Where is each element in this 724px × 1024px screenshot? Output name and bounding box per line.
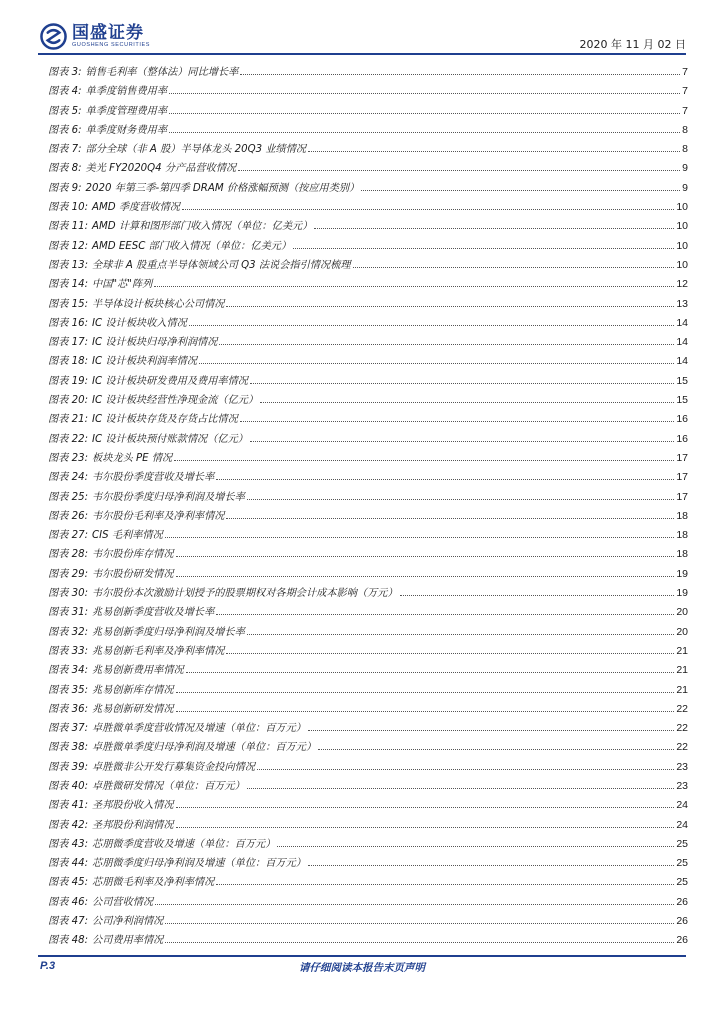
toc-entry[interactable]: [48, 275, 688, 294]
toc-entry[interactable]: [48, 314, 688, 333]
toc-entry-page: 25: [676, 876, 688, 889]
toc-entry-label: 图表 17:: [48, 337, 89, 349]
toc-dot-leader: [165, 536, 675, 538]
toc-dot-leader: [216, 613, 674, 615]
logo-chinese-name: 国盛证券: [72, 22, 144, 43]
toc-entry-title: 芯朋微毛利率及净利率情况: [92, 877, 215, 889]
toc-entry-page: 15: [676, 374, 688, 387]
toc-entry[interactable]: [48, 159, 688, 178]
toc-entry-page: 10: [676, 220, 688, 233]
toc-entry[interactable]: [48, 391, 688, 410]
toc-dot-leader: [169, 92, 680, 94]
toc-dot-leader: [174, 459, 674, 461]
toc-entry-page: 22: [676, 702, 688, 715]
toc-dot-leader: [176, 691, 675, 693]
toc-entry[interactable]: [48, 893, 688, 912]
toc-entry-title: 芯朋微季度归母净利润及增速（单位：百万元）: [92, 858, 306, 870]
toc-entry[interactable]: [48, 410, 688, 429]
toc-entry[interactable]: [48, 623, 688, 642]
toc-entry-page: 23: [676, 779, 688, 792]
toc-entry-page: 17: [676, 471, 688, 484]
toc-entry-label: 图表 38:: [48, 742, 89, 754]
toc-entry-page: 14: [676, 355, 688, 368]
toc-entry-page: 21: [676, 664, 688, 677]
toc-entry-label: 图表 46:: [48, 896, 89, 908]
page-number: P.3: [40, 960, 56, 972]
toc-dot-leader: [186, 671, 675, 673]
toc-dot-leader: [240, 73, 680, 75]
toc-entry-page: 10: [676, 258, 688, 271]
logo-english-name: GUOSHENG SECURITIES: [72, 41, 151, 48]
toc-entry-label: 图表 20:: [48, 395, 89, 407]
toc-entry-title: CIS 毛利率情况: [92, 530, 163, 542]
toc-entry-page: 7: [682, 66, 688, 78]
toc-dot-leader: [176, 806, 675, 808]
toc-dot-leader: [219, 343, 674, 345]
toc-entry-label: 图表 42:: [48, 819, 89, 831]
toc-entry-title: 板块龙头 PE 情况: [92, 452, 173, 464]
disclaimer-note: 请仔细阅读本报告末页声明: [299, 962, 425, 974]
toc-entry-title: 兆易创新库存情况: [92, 684, 174, 696]
toc-entry-label: 图表 4:: [48, 86, 82, 98]
toc-entry[interactable]: [48, 179, 688, 198]
toc-entry-label: 图表 9:: [48, 182, 82, 194]
toc-entry-title: 单季度销售费用率: [85, 86, 168, 98]
toc-entry[interactable]: [48, 584, 688, 603]
toc-entry-label: 图表 30:: [48, 588, 89, 600]
toc-entry-page: 18: [676, 548, 688, 561]
toc-entry-page: 10: [676, 201, 688, 214]
toc-entry-title: 单季度财务费用率: [85, 124, 168, 136]
toc-entry-label: 图表 11:: [48, 221, 89, 233]
toc-entry-title: 美光 FY2020Q4 分产品营收情况: [85, 163, 237, 175]
toc-dot-leader: [277, 845, 674, 847]
toc-entry[interactable]: [48, 816, 688, 835]
toc-entry[interactable]: [48, 565, 688, 584]
toc-entry-title: 芯朋微季度营收及增速（单位：百万元）: [92, 838, 276, 850]
toc-entry-page: 7: [682, 85, 688, 98]
toc-entry-title: 卓胜微单季度营收情况及增速（单位：百万元）: [92, 723, 306, 735]
page-header: [0, 0, 724, 52]
toc-entry[interactable]: [48, 507, 688, 526]
toc-entry-page: 15: [676, 394, 688, 407]
toc-entry-page: 21: [676, 644, 688, 657]
toc-entry[interactable]: [48, 333, 688, 352]
toc-entry-page: 20: [676, 625, 688, 638]
toc-entry-page: 20: [676, 606, 688, 619]
toc-entry[interactable]: [48, 854, 688, 873]
toc-entry-title: IC 设计板块预付账款情况（亿元）: [92, 433, 248, 445]
toc-entry-label: 图表 7:: [48, 144, 82, 156]
toc-dot-leader: [169, 112, 680, 114]
toc-entry-label: 图表 27:: [48, 530, 89, 542]
toc-entry-page: 22: [676, 722, 688, 735]
toc-entry-label: 图表 25:: [48, 491, 89, 503]
toc-entry[interactable]: [48, 237, 688, 256]
toc-dot-leader: [240, 420, 675, 422]
toc-dot-leader: [250, 440, 674, 442]
toc-dot-leader: [314, 227, 674, 229]
toc-entry-page: 16: [676, 413, 688, 426]
toc-entry-page: 16: [676, 432, 688, 445]
toc-entry[interactable]: [48, 198, 688, 217]
toc-entry-page: 21: [676, 683, 688, 696]
toc-entry-title: IC 设计板块研发费用及费用率情况: [92, 375, 248, 387]
toc-entry[interactable]: [48, 738, 688, 757]
toc-entry-title: 公司费用率情况: [92, 935, 164, 947]
toc-entry-title: IC 设计板块归母净利润情况: [92, 337, 218, 349]
toc-entry-title: 销售毛利率（整体法）同比增长率: [85, 67, 239, 78]
toc-entry[interactable]: [48, 758, 688, 777]
toc-entry[interactable]: [48, 468, 688, 487]
toc-dot-leader: [165, 922, 674, 924]
toc-entry-title: 公司净利润情况: [92, 916, 164, 928]
toc-dot-leader: [247, 787, 674, 789]
toc-entry-title: IC 设计板块收入情况: [92, 317, 187, 329]
toc-dot-leader: [216, 883, 674, 885]
toc-entry-label: 图表 47:: [48, 916, 89, 928]
toc-dot-leader: [155, 903, 674, 905]
toc-entry-page: 26: [676, 915, 688, 928]
toc-entry-label: 图表 35:: [48, 684, 89, 696]
toc-entry-page: 9: [682, 181, 688, 194]
toc-entry-label: 图表 41:: [48, 800, 89, 812]
toc-entry-label: 图表 21:: [48, 414, 89, 426]
toc-entry-label: 图表 15:: [48, 298, 89, 310]
toc-entry-page: 25: [676, 837, 688, 850]
toc-entry-title: AMD 计算和图形部门收入情况（单位：亿美元）: [92, 221, 313, 233]
toc-entry-page: 22: [676, 741, 688, 754]
toc-entry[interactable]: [48, 217, 688, 236]
toc-entry-page: 25: [676, 857, 688, 870]
toc-dot-leader: [400, 594, 675, 596]
toc-entry-title: 圣邦股份收入情况: [92, 800, 174, 812]
toc-entry-label: 图表 6:: [48, 124, 82, 136]
toc-entry-title: 卓胜微非公开发行募集资金投向情况: [92, 761, 256, 773]
toc-dot-leader: [361, 189, 680, 191]
toc-entry[interactable]: [48, 121, 688, 140]
toc-entry[interactable]: [48, 449, 688, 468]
toc-entry-label: 图表 29:: [48, 568, 89, 580]
toc-entry-label: 图表 44:: [48, 858, 89, 870]
toc-dot-leader: [293, 247, 674, 249]
toc-entry-label: 图表 16:: [48, 317, 89, 329]
toc-dot-leader: [176, 710, 675, 712]
logo-mark-icon: [40, 23, 67, 50]
toc-entry-label: 图表 36:: [48, 703, 89, 715]
toc-entry-page: 18: [676, 529, 688, 542]
toc-entry[interactable]: [48, 603, 688, 622]
toc-dot-leader: [257, 768, 674, 770]
toc-entry-title: 兆易创新毛利率及净利率情况: [92, 645, 225, 657]
toc-entry-title: IC 设计板块经营性净现金流（亿元）: [92, 395, 259, 407]
toc-entry-label: 图表 45:: [48, 877, 89, 889]
toc-entry-label: 图表 14:: [48, 279, 89, 291]
toc-dot-leader: [154, 285, 674, 287]
toc-entry-label: 图表 10:: [48, 202, 89, 214]
toc-entry-title: 2020 年第三季-第四季 DRAM 价格涨幅预测（按应用类别）: [85, 182, 360, 194]
toc-entry-page: 13: [676, 297, 688, 310]
toc-entry-title: 兆易创新费用率情况: [92, 665, 184, 677]
toc-entry-title: 单季度管理费用率: [85, 105, 168, 117]
toc-entry[interactable]: [48, 352, 688, 371]
toc-dot-leader: [226, 517, 674, 519]
toc-entry[interactable]: [48, 140, 688, 159]
toc-entry-label: 图表 5:: [48, 105, 82, 117]
toc-entry-title: IC 设计板块利润率情况: [92, 356, 198, 368]
toc-entry[interactable]: [48, 256, 688, 275]
toc-dot-leader: [176, 555, 675, 557]
toc-entry-title: IC 设计板块存货及存货占比情况: [92, 414, 238, 426]
toc-entry[interactable]: [48, 719, 688, 738]
toc-entry-page: 8: [682, 123, 688, 136]
toc-dot-leader: [318, 748, 674, 750]
toc-entry-label: 图表 24:: [48, 472, 89, 484]
toc-dot-leader: [238, 169, 680, 171]
toc-dot-leader: [247, 498, 674, 500]
toc-entry-page: 14: [676, 336, 688, 349]
toc-entry-title: 卓胜微研发情况（单位：百万元）: [92, 780, 245, 792]
toc-entry-title: 圣邦股份利润情况: [92, 819, 174, 831]
toc-entry-title: 韦尔股份毛利率及净利率情况: [92, 510, 225, 522]
toc-entry[interactable]: [48, 488, 688, 507]
toc-entry-label: 图表 26:: [48, 510, 89, 522]
toc-entry[interactable]: [48, 642, 688, 661]
toc-entry[interactable]: [48, 430, 688, 449]
toc-entry[interactable]: [48, 700, 688, 719]
toc-entry-title: 韦尔股份季度营收及增长率: [92, 472, 215, 484]
toc-dot-leader: [216, 478, 674, 480]
toc-entry-label: 图表 40:: [48, 780, 89, 792]
toc-entry-label: 图表 43:: [48, 838, 89, 850]
toc-entry-label: 图表 48:: [48, 935, 89, 947]
toc-dot-leader: [176, 826, 675, 828]
toc-entry-title: 公司营收情况: [92, 896, 154, 908]
toc-entry-title: 部分全球（非 A 股）半导体龙头 20Q3 业绩情况: [85, 144, 307, 156]
toc-dot-leader: [260, 401, 674, 403]
toc-dot-leader: [247, 633, 674, 635]
toc-entry[interactable]: [48, 912, 688, 931]
toc-entry-title: AMD EESC 部门收入情况（单位：亿美元）: [92, 240, 292, 252]
toc-dot-leader: [250, 382, 674, 384]
toc-entry-page: 17: [676, 490, 688, 503]
toc-entry-label: 图表 22:: [48, 433, 89, 445]
toc-entry-title: 全球非 A 股重点半导体领域公司 Q3 法说会指引情况梳理: [92, 259, 351, 271]
toc-entry-page: 19: [676, 567, 688, 580]
toc-dot-leader: [176, 575, 675, 577]
toc-entry[interactable]: [48, 835, 688, 854]
toc-entry-title: 兆易创新研发情况: [92, 703, 174, 715]
toc-entry-title: 韦尔股份本次激励计划授予的股票期权对各期会计成本影响（万元）: [92, 588, 398, 600]
toc-dot-leader: [226, 305, 674, 307]
toc-dot-leader: [169, 131, 680, 133]
toc-entry-page: 10: [676, 239, 688, 252]
toc-entry-label: 图表 39:: [48, 761, 89, 773]
toc-entry-label: 图表 8:: [48, 163, 82, 175]
toc-entry[interactable]: [48, 295, 688, 314]
toc-entry-title: 半导体设计板块核心公司情况: [92, 298, 225, 310]
toc-entry-label: 图表 32:: [48, 626, 89, 638]
toc-entry-title: 兆易创新季度营收及增长率: [92, 607, 215, 619]
toc-entry-title: 韦尔股份季度归母净利润及增长率: [92, 491, 245, 503]
toc-entry-page: 18: [676, 509, 688, 522]
toc-entry[interactable]: [48, 931, 688, 950]
toc-entry-label: 图表 3:: [48, 67, 82, 78]
toc-entry-label: 图表 31:: [48, 607, 89, 619]
toc-entry-label: 图表 28:: [48, 549, 89, 561]
toc-entry-title: 中国"芯"阵列: [92, 279, 153, 291]
toc-entry[interactable]: [48, 777, 688, 796]
toc-entry-page: 26: [676, 895, 688, 908]
toc-dot-leader: [308, 150, 680, 152]
toc-dot-leader: [353, 266, 675, 268]
toc-entry-page: 24: [676, 799, 688, 812]
toc-entry-label: 图表 33:: [48, 645, 89, 657]
toc-entry[interactable]: [48, 873, 688, 892]
toc-entry[interactable]: [48, 63, 688, 82]
toc-entry-page: 7: [682, 104, 688, 117]
toc-entry-title: 兆易创新季度归母净利润及增长率: [92, 626, 245, 638]
toc-entry-title: 韦尔股份库存情况: [92, 549, 174, 561]
toc-entry[interactable]: [48, 526, 688, 545]
table-of-figures: [48, 63, 688, 951]
toc-dot-leader: [308, 729, 674, 731]
toc-entry-title: 韦尔股份研发情况: [92, 568, 174, 580]
toc-entry-title: AMD 季度营收情况: [92, 202, 180, 214]
toc-entry[interactable]: [48, 102, 688, 121]
toc-entry-page: 26: [676, 934, 688, 947]
toc-entry[interactable]: [48, 661, 688, 680]
toc-entry-page: 24: [676, 818, 688, 831]
toc-entry-page: 14: [676, 316, 688, 329]
toc-entry-page: 8: [682, 143, 688, 156]
toc-entry-label: 图表 23:: [48, 452, 89, 464]
toc-entry-page: 19: [676, 587, 688, 600]
toc-dot-leader: [165, 941, 674, 943]
company-logo: [40, 22, 150, 50]
toc-entry-title: 卓胜微单季度归母净利润及增速（单位：百万元）: [92, 742, 317, 754]
report-date: 2020 年 11 月 02 日: [579, 38, 686, 51]
toc-entry-page: 9: [682, 162, 688, 175]
toc-entry-page: 17: [676, 451, 688, 464]
toc-entry[interactable]: [48, 82, 688, 101]
toc-entry[interactable]: [48, 796, 688, 815]
toc-entry-page: 12: [676, 278, 688, 291]
toc-entry-label: 图表 34:: [48, 665, 89, 677]
footer-divider: [38, 955, 686, 957]
toc-dot-leader: [226, 652, 674, 654]
toc-dot-leader: [189, 324, 674, 326]
toc-entry-label: 图表 37:: [48, 723, 89, 735]
toc-dot-leader: [308, 864, 674, 866]
toc-entry-page: 23: [676, 760, 688, 773]
toc-entry[interactable]: [48, 681, 688, 700]
toc-entry-label: 图表 18:: [48, 356, 89, 368]
toc-entry[interactable]: [48, 545, 688, 564]
toc-entry-label: 图表 12:: [48, 240, 89, 252]
toc-dot-leader: [182, 208, 674, 210]
toc-entry-label: 图表 19:: [48, 375, 89, 387]
header-divider: [38, 53, 686, 55]
toc-entry[interactable]: [48, 372, 688, 391]
toc-dot-leader: [199, 362, 674, 364]
toc-entry-label: 图表 13:: [48, 259, 89, 271]
